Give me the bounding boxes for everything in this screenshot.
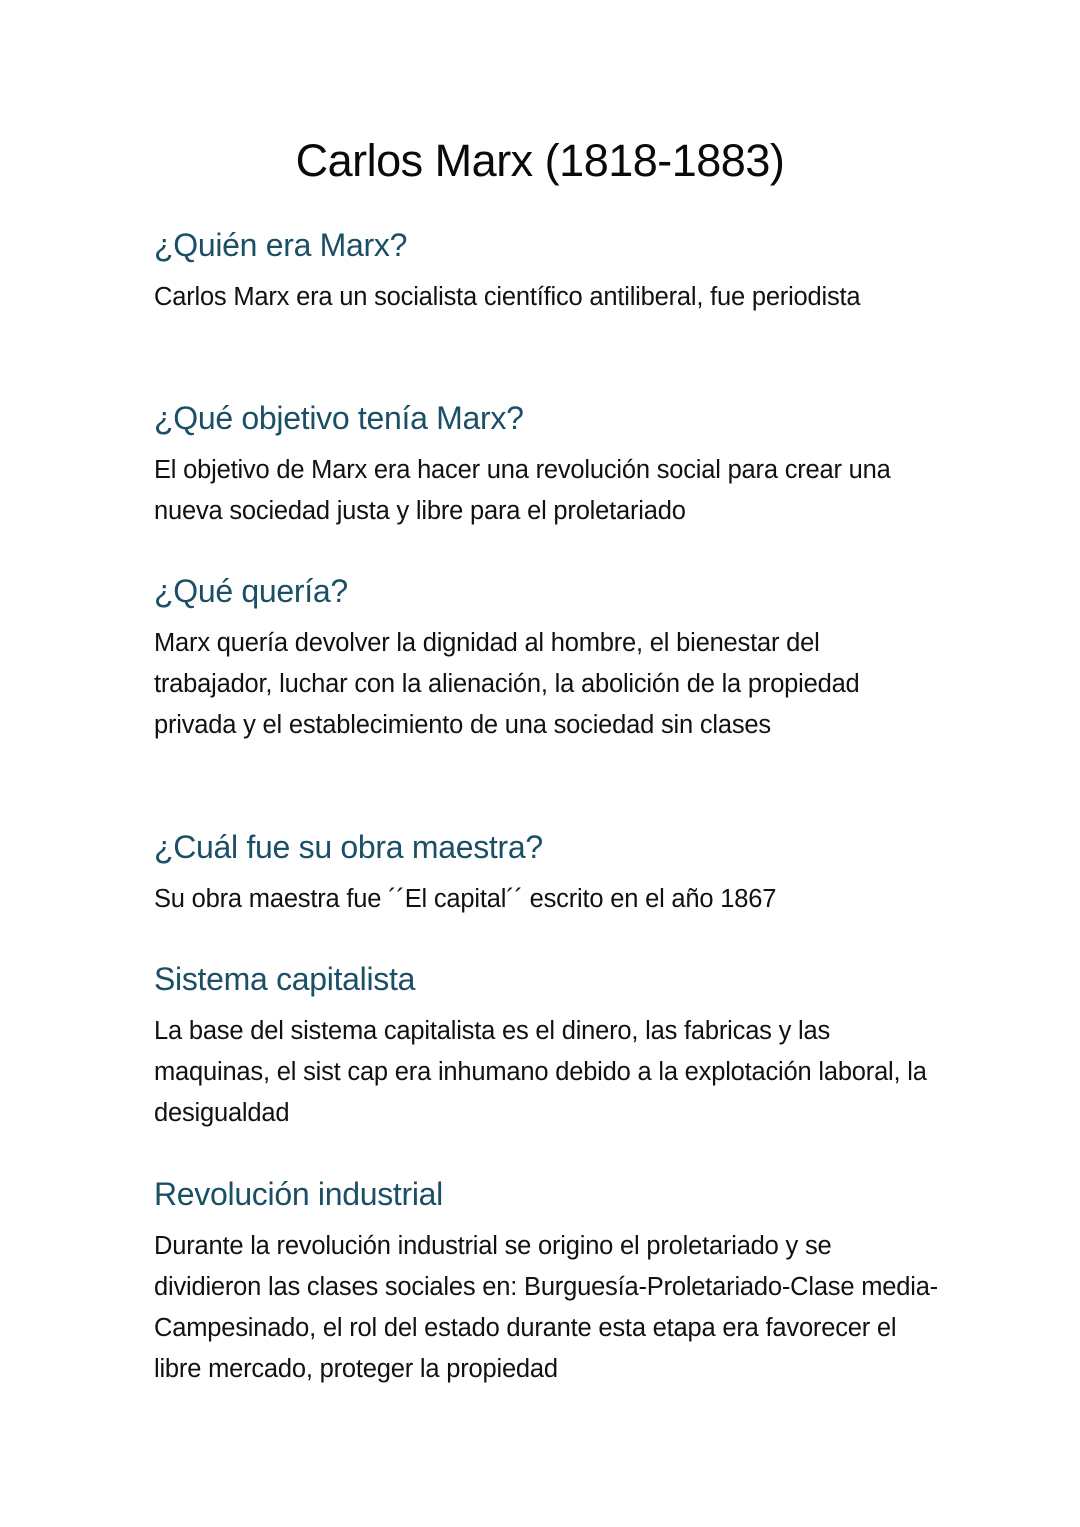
section-sistema-capitalista: [154, 959, 944, 1134]
section-heading: ¿Quién era Marx?: [154, 227, 408, 263]
section-body: Su obra maestra fue ´´El capital´´ escrito en el año 1867: [154, 885, 777, 913]
section-que-queria: [154, 571, 944, 746]
section-body: Carlos Marx era un socialista científico antiliberal, fue periodista: [154, 283, 861, 311]
section-heading: ¿Qué quería?: [154, 573, 348, 609]
section-heading: ¿Cuál fue su obra maestra?: [154, 829, 543, 865]
section-heading: Revolución industrial: [154, 1176, 443, 1212]
section-body: Marx quería devolver la dignidad al hombre, el bienestar del trabajador, luchar con la alienación, la abolición de la propiedad privada y el establecimiento de una sociedad sin clases: [154, 629, 860, 739]
section-body: El objetivo de Marx era hacer una revolución social para crear una nueva sociedad justa y libre para el proletariado: [154, 456, 891, 525]
section-quien-era-marx: [154, 225, 944, 318]
section-revolucion-industrial: [154, 1174, 944, 1390]
section-obra-maestra: [154, 827, 944, 920]
section-body: La base del sistema capitalista es el dinero, las fabricas y las maquinas, el sist cap era inhumano debido a la explotación laboral, la desigualdad: [154, 1017, 927, 1127]
section-objetivo: [154, 398, 944, 532]
section-body: Durante la revolución industrial se origino el proletariado y se dividieron las clases sociales en: Burguesía-Proletariado-Clase media-Campesinado, el rol del estado durante esta etapa era favorecer el libre mercado, proteger la propiedad: [154, 1232, 938, 1383]
document-title: Carlos Marx (1818-1883): [295, 135, 785, 186]
section-heading: Sistema capitalista: [154, 961, 416, 997]
section-heading: ¿Qué objetivo tenía Marx?: [154, 400, 524, 436]
